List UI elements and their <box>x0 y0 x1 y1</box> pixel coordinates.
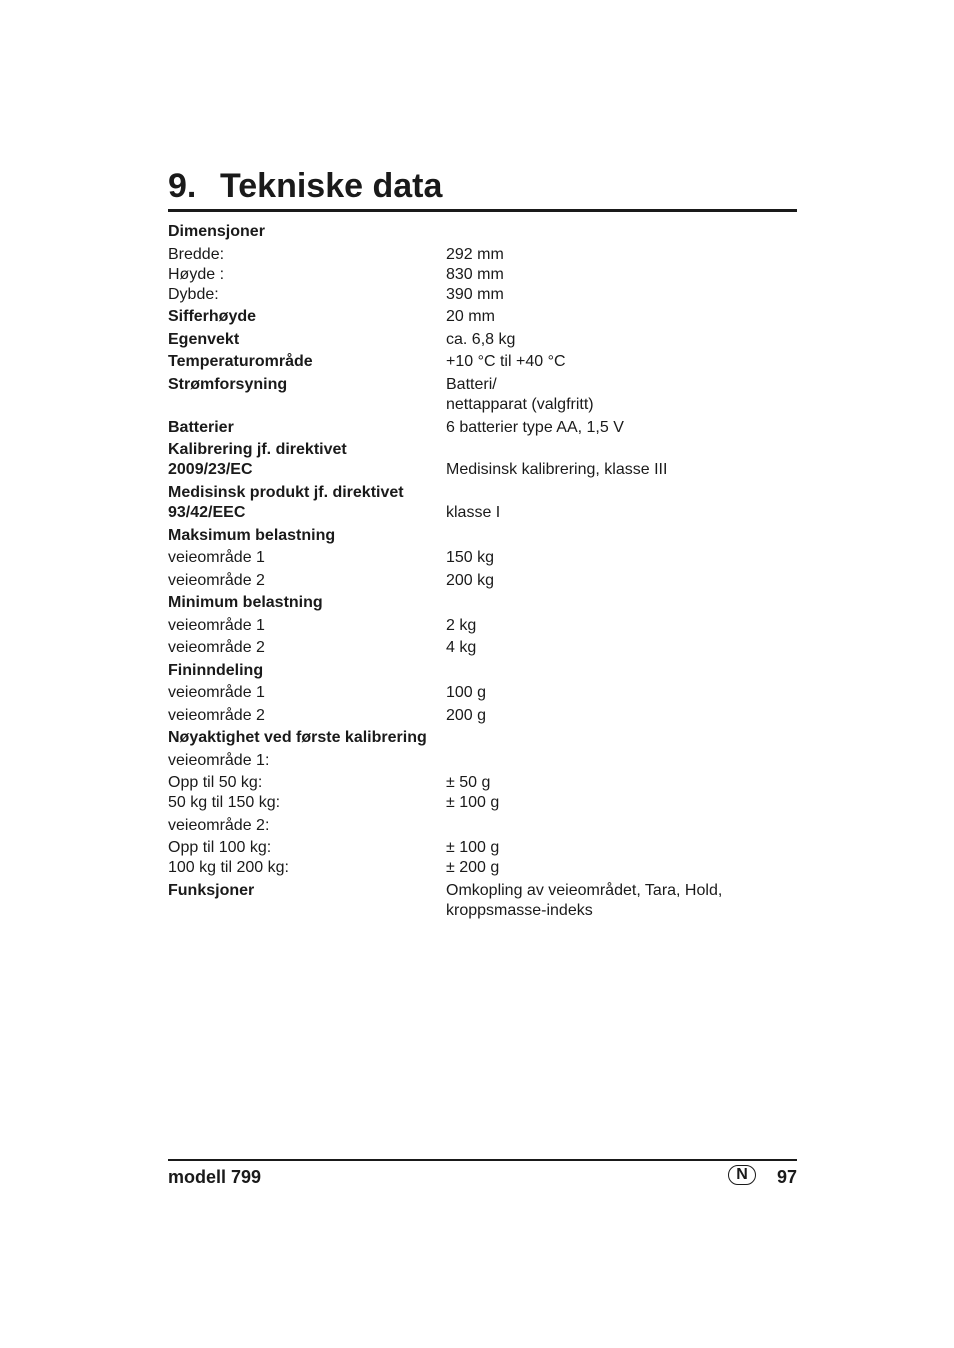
spec-value: ± 100 g <box>446 839 500 857</box>
spec-value: klasse I <box>446 504 501 522</box>
spec-row <box>168 375 797 395</box>
spec-value <box>446 440 797 460</box>
spec-value: kroppsmasse-indeks <box>446 902 593 920</box>
spec-label: Medisinsk produkt jf. direktivet <box>168 483 404 501</box>
spec-row <box>168 460 797 480</box>
spec-label: Minimum belastning <box>168 594 323 612</box>
spec-row <box>168 395 797 415</box>
spec-row <box>168 265 797 285</box>
spec-label: Dybde: <box>168 285 219 303</box>
spec-value: ca. 6,8 kg <box>446 330 516 348</box>
spec-label: veieområde 1 <box>168 549 265 567</box>
spec-row <box>168 773 797 793</box>
spec-row <box>168 683 797 703</box>
spec-row <box>168 793 797 813</box>
spec-label: Bredde: <box>168 245 225 263</box>
spec-label: 50 kg til 150 kg: <box>168 794 281 812</box>
spec-row <box>168 352 797 372</box>
spec-value: 20 mm <box>446 308 495 326</box>
spec-label: veieområde 2 <box>168 639 265 657</box>
spec-label: 100 kg til 200 kg: <box>168 859 289 877</box>
spec-row <box>168 245 797 265</box>
spec-label: Opp til 100 kg: <box>168 839 272 857</box>
page-number: 97 <box>776 1167 797 1187</box>
spec-label: veieområde 2 <box>168 571 265 589</box>
spec-label: 93/42/EEC <box>168 504 246 522</box>
spec-row <box>168 483 797 503</box>
spec-label: Temperaturområde <box>168 353 313 371</box>
spec-row <box>168 526 797 546</box>
spec-label: veieområde 2 <box>168 706 265 724</box>
spec-value: 830 mm <box>446 265 504 283</box>
spec-row <box>168 881 797 901</box>
spec-row <box>168 571 797 591</box>
spec-label: Fininndeling <box>168 661 264 679</box>
spec-label: Batterier <box>168 418 234 436</box>
spec-label: veieområde 2: <box>168 816 270 834</box>
footer-model: modell 799 <box>168 1167 262 1187</box>
spec-row <box>168 330 797 350</box>
spec-row <box>168 901 797 921</box>
spec-value: 6 batterier type AA, 1,5 V <box>446 418 624 436</box>
spec-row <box>168 440 797 460</box>
spec-row <box>168 307 797 327</box>
spec-table <box>168 222 797 921</box>
spec-label: Funksjoner <box>168 881 255 899</box>
language-badge: N <box>728 1165 756 1185</box>
spec-label: veieområde 1: <box>168 751 270 769</box>
spec-label: veieområde 1 <box>168 616 265 634</box>
spec-row <box>168 838 797 858</box>
spec-value: ± 200 g <box>446 859 500 877</box>
spec-row <box>168 661 797 681</box>
spec-value: 150 kg <box>446 549 495 567</box>
spec-value <box>446 222 797 242</box>
spec-value <box>446 526 797 546</box>
spec-value: Batteri/ <box>446 375 497 393</box>
spec-value: 4 kg <box>446 639 477 657</box>
spec-value: ± 100 g <box>446 794 500 812</box>
spec-row <box>168 222 797 242</box>
spec-value: 200 kg <box>446 571 495 589</box>
spec-row <box>168 858 797 878</box>
spec-value <box>446 751 797 771</box>
spec-label: Høyde : <box>168 265 225 283</box>
spec-label: Dimensjoner <box>168 223 265 240</box>
section-number: 9. <box>168 167 197 205</box>
page-title <box>168 164 442 208</box>
spec-value: 292 mm <box>446 245 504 263</box>
spec-value <box>446 728 797 748</box>
spec-label: Opp til 50 kg: <box>168 774 263 792</box>
spec-value: 100 g <box>446 684 487 702</box>
spec-value <box>446 593 797 613</box>
spec-value: Medisinsk kalibrering, klasse III <box>446 461 668 479</box>
spec-row <box>168 285 797 305</box>
spec-row <box>168 728 797 748</box>
spec-label <box>168 901 446 921</box>
spec-label: Maksimum belastning <box>168 526 336 544</box>
spec-row <box>168 751 797 771</box>
spec-label: Strømforsyning <box>168 375 288 393</box>
spec-row <box>168 503 797 523</box>
footer-divider <box>168 1159 797 1161</box>
spec-row <box>168 593 797 613</box>
spec-label: Sifferhøyde <box>168 308 257 326</box>
title-divider <box>168 209 797 212</box>
spec-value: 390 mm <box>446 285 504 303</box>
spec-value <box>446 816 797 836</box>
spec-value: +10 °C til +40 °C <box>446 353 566 371</box>
spec-value <box>446 483 797 503</box>
spec-value <box>446 661 797 681</box>
spec-label: veieområde 1 <box>168 684 265 702</box>
spec-value: ± 50 g <box>446 774 491 792</box>
spec-label: Kalibrering jf. direktivet <box>168 441 347 459</box>
spec-value: 2 kg <box>446 616 477 634</box>
spec-value: Omkopling av veieområdet, Tara, Hold, <box>446 881 723 899</box>
spec-label: Egenvekt <box>168 330 240 348</box>
spec-row <box>168 816 797 836</box>
spec-label <box>168 395 446 415</box>
spec-row <box>168 616 797 636</box>
spec-row <box>168 638 797 658</box>
spec-row <box>168 418 797 438</box>
spec-row <box>168 706 797 726</box>
section-title: Tekniske data <box>220 167 443 205</box>
spec-label: 2009/23/EC <box>168 461 253 479</box>
spec-row <box>168 548 797 568</box>
spec-value: nettapparat (valgfritt) <box>446 396 594 414</box>
spec-label: Nøyaktighet ved første kalibrering <box>168 729 427 747</box>
spec-value: 200 g <box>446 706 487 724</box>
